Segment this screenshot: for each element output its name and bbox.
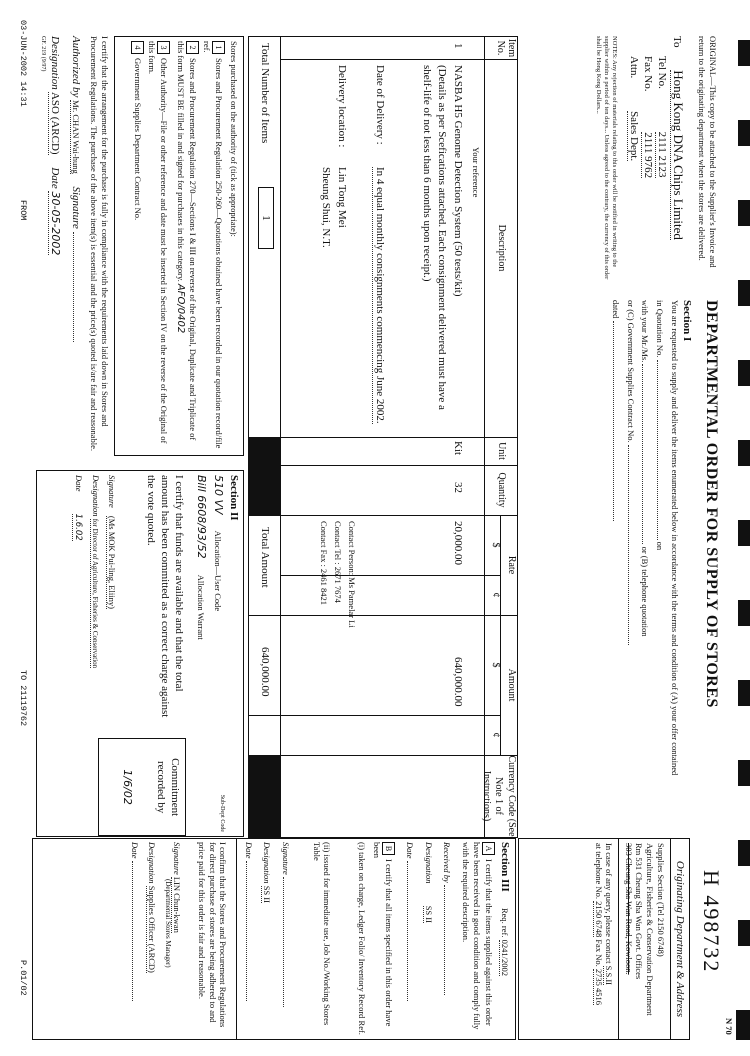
req-ref-label: Req. ref. [500,907,510,938]
header-amount: Amount [500,615,517,756]
req-ref: 0241/2002 [500,939,510,976]
auth-designation: ASO (ARCD) [49,91,62,155]
s3-date-label: Date [405,842,416,859]
authority-ref: AFO/0402 [174,283,186,334]
authority-certify: I certify that the arrangement for the purchase is fully in compliance with the requirements laid down in Stores and Procurement Regulations. The purchase of the above item(s) is essential and the price(s) quoted is/are fair and reasonable. [89,36,110,452]
dept-tel-label: at telephone No. [593,843,604,899]
header-rate-dollar: $ [485,515,501,576]
item-quantity: 32 [452,482,464,493]
s3-date2-label: Date [243,842,254,859]
total-amount-label: Total Amount [259,527,271,588]
table-header [481,37,517,837]
attn-label: Attn. [627,56,640,79]
allocation-label: Allocation—User Code [212,530,223,612]
query-name: S.S.II [604,965,615,986]
supplier-name: Hong Kong DNA Chips Limited [671,70,686,240]
contact-fax: Contact Fax : 2461 8421 [319,521,329,606]
fax-header [12,20,28,1040]
fax-date: 03-JUN-2002 14:31 [18,20,28,107]
authority-heading: Stores purchased on the authority of (tick as appropriate): [229,41,239,237]
delivery-date: In 4 equal monthly consignments commencing June 2002. [372,167,387,424]
total-items: 1 [258,187,274,249]
header-quantity: Quantity [485,465,517,516]
to-label: To [671,36,683,48]
originating-dept-box [518,838,690,1040]
supplier-fax: 2111 9762 [641,132,654,179]
section-2 [36,470,244,837]
form-title: DEPARTMENTAL ORDER FOR SUPPLY OF STORES [703,300,720,708]
sub-dept-label: Sub-Dept Code [218,794,225,832]
authority-block [34,36,244,456]
authorized-by-name: Mr. CHAN Wai-hung [70,100,81,174]
section-3-b2: (ii) issued for immediate use, Job No./Working Stores Table [311,842,333,1026]
total-amount: 640,000.00 [259,647,271,697]
contract-label: or (C) Government Supplies Contract No. [625,300,636,443]
auth-designation-label: Designation [49,36,62,90]
item-rate: 20,000.00 [452,521,464,565]
supplier-tel: 2111 2123 [656,131,669,178]
dept-line-3: Rm 531 Cheung Sha Wan Govt. Offices [634,843,645,980]
delivery-location-2: Sheung Shui, N.T. [320,167,332,248]
quotation-label: in Quotation No. [655,300,666,358]
s2-signature-label: Signature [107,475,118,508]
header-description: Description [485,59,517,438]
section-3-heading: Section III [499,842,511,892]
s3-designation2-label: Designation [262,842,273,884]
s3-final-date-label: Date [130,842,141,859]
item-unit: Kit [452,441,464,456]
fax-page: P.01/02 [18,960,28,996]
your-reference: Your reference [471,147,481,198]
dept-fax-label: Fax No. [593,939,604,967]
s2-signature-name: (Ms MOK Pui-ling, Eliiny) [107,515,118,609]
contact-tel: Contact Tel : 2671 7674 [333,521,343,603]
s3-designation2: SS II [262,885,273,903]
s3-designation: SS II [423,905,434,923]
authority-opt-4: Government Supplies Department Contract No. [132,58,143,221]
auth-date: 30-05-2002 [49,191,63,256]
s3-sig-role: (Departmental Stores Manager) [163,879,172,968]
tel-label: Tel No. [656,56,669,89]
s3-designation-label: Designation [423,842,434,884]
section-3-confirm: I confirm that the Stores and Procurement Regulations for direct purchase of stores are being adhered to and price paid for this order is fair and reasonable. [196,839,237,1039]
s3-final-designation: Supplies Officer (ARCD) [146,885,157,973]
authority-opt-3: Other Authority—File or other reference and date must be inserted in Section IV on the reverse of the Original of this form. [147,41,170,444]
s3-sig-name: LIN Chun-kwan [172,876,183,933]
supplier-block [626,36,686,286]
item-description [420,65,465,435]
s3-final-designation-label: Designation [146,842,157,884]
dept-fax: 2735 4516 [593,968,604,1005]
user-code: 510 VV [211,475,225,515]
dept-line-2: Agriculture, Fisheries & Conservation Department [645,843,656,1016]
delivery-date-label: Date of Delivery : [374,65,386,145]
fax-to: TO 21119762 [18,670,28,727]
checkbox-4[interactable]: 4 [131,41,144,54]
section-3 [32,838,516,1040]
s3-final-signature-label: Signature [172,842,183,875]
item-number: 1 [452,43,464,49]
section-2-certify: I certify that funds are available and that the total amount has been committed as a correct charge against the vote quoted. [144,475,186,718]
total-items-label: Total Number of Items [259,43,271,144]
header-rate: Rate [500,515,517,616]
header-rate-cent: ¢ [485,575,501,616]
dept-line-1: Supplies Section (Tel 2150 6748) [655,843,666,957]
dept-heading: Originating Department & Address [670,839,689,1039]
warrant-label: Allocation Warrant [196,574,207,640]
item-amount: 640,000.00 [452,657,464,707]
dated-label: dated [611,300,622,319]
serial-number: H 498732 [699,870,724,974]
form-number: GF. 219 (9/97) [40,36,47,72]
item-desc-main: NASBA H5 Genome Detection System (50 tests/kit) [452,65,464,297]
header-amount-dollar: $ [485,615,501,716]
dept-line-4: 303 Cheung Sha Wan Road, Kowloon. [623,843,634,975]
item-desc-details: (Details as per Scefications attached. Each consignment delivered must have a shelf-life of not less than 6 months upon receipt.) [421,65,448,410]
original-note: ORIGINAL—This copy to be attached to the Supplier's Invoice and return to the originating department when the stores are delivered. [697,36,718,268]
section-1-line: You are requested to supply and deliver the items enumerated below in accordance with the terms and condition of (A) your offer contained [669,300,680,776]
totals-row [248,37,281,837]
delivery-location-1: Lin Tong Mei [336,167,348,228]
commitment-date: 1/6/02 [120,769,134,805]
section-1-heading: Section I [681,300,693,342]
corner-mark: N 70 [724,1018,734,1035]
dept-tel: 2150 6748 [593,901,604,938]
received-by-label: Received by [442,842,453,883]
header-unit: Unit [485,437,517,466]
section-2-heading: Section II [228,475,240,521]
commitment-label: Commitment recorded by [154,758,182,817]
mrms-label: with your Mr./Ms. [640,300,651,363]
query-label: In case of any query, please contact [604,843,615,964]
checkbox-2[interactable]: 2 [186,41,199,54]
section-1 [611,300,694,830]
supplier-attn: Sales Dept. [627,111,640,162]
s2-date-label: Date [73,475,84,492]
contact-person: Contact Person: Ms Pamelar Li [347,521,357,628]
s2-designation-label: Designation [90,475,101,517]
section-3-b1: (i) taken on charge, Ledger Folio/ Inventory Record Ref. [356,842,367,1035]
authority-opt-1: Stores and Procurement Regulation 250-260—Quotations obtained have been recorded in our quotation record/file ref. [202,41,225,449]
warrant-value: Bill 6608/93/52 [195,475,209,559]
s2-designation: for Director of Agriculture, Fisheries & Conservation [90,518,99,669]
auth-date-label: Date [49,167,62,189]
box-b[interactable]: B [382,842,395,855]
authority-opt-2: Stores and Procurement Regulation 270—Sections I & III on reverse of the Original, Duplicate and Triplicate of this form MUST BE filled in and signed for purchases in this category. [175,41,198,441]
fax-label: Fax No. [641,56,654,92]
s2-date: 1.6.02 [72,513,83,541]
authorized-by-label: Authorized by [69,36,82,98]
items-table [248,36,518,838]
fax-from: FROM [18,200,28,221]
header-amount-cent: ¢ [485,715,501,756]
edge-marks [734,0,750,1056]
tel-quote-label: or (B) telephone quotation [640,546,651,637]
on-label: on [655,541,666,551]
delivery-location-label: Delivery location : [336,65,348,148]
s3-signature-label: Signature [281,842,292,875]
auth-signature-label: Signature [69,186,82,229]
checkbox-3[interactable]: 3 [157,41,170,54]
box-a[interactable]: A [482,842,495,855]
notes: NOTES: Any rejection of materials relating to this order will be notified in writing to the supplier within a period of ten days... Unless agreed to the contrary, the currency of this order shall be Hong Kong Dollars... [595,36,618,280]
header-item: Item No. [485,37,517,60]
section-3-b: I certify that all items specified in this order have been [371,842,394,1027]
section-3-a: I certify that the items supplied against this order have been received in good condition and comply fully with the required description. [461,842,494,1030]
header-currency: Currency Code (See Note 1 of Instructions) [481,755,517,837]
checkbox-1[interactable]: 1 [212,41,225,54]
